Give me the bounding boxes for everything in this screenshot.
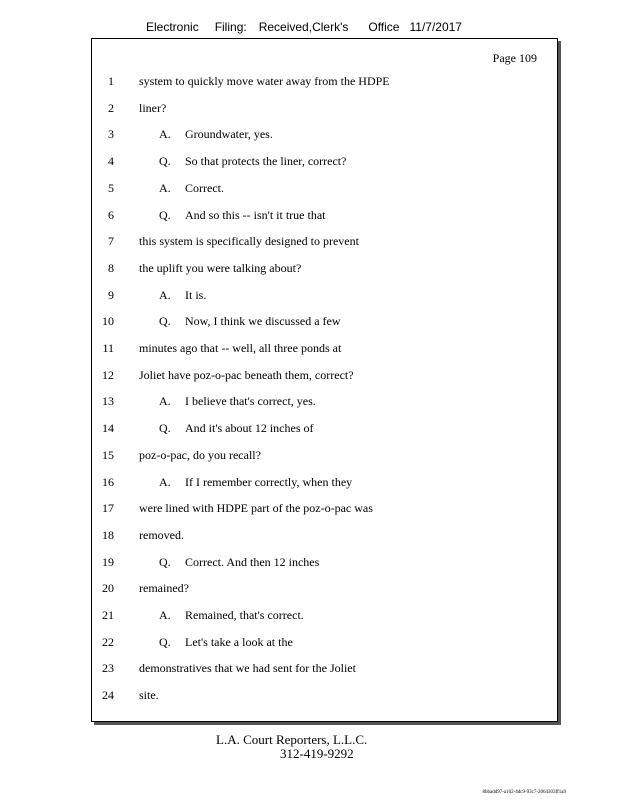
speaker-marker: A. xyxy=(159,608,171,622)
line-number: 2 xyxy=(108,100,114,115)
line-text xyxy=(159,607,304,623)
line-text xyxy=(159,287,206,303)
speaker-marker: Q. xyxy=(159,554,171,569)
line-number: 10 xyxy=(102,314,114,329)
transcript-line xyxy=(92,126,557,142)
speaker-marker: Q. xyxy=(159,634,171,649)
line-content: the uplift you were talking about? xyxy=(139,260,302,275)
line-text xyxy=(159,420,313,436)
line-content: It is. xyxy=(185,287,207,302)
line-number: 19 xyxy=(102,554,114,569)
transcript-line xyxy=(92,207,557,223)
transcript-line xyxy=(92,580,557,596)
line-number: 20 xyxy=(102,581,114,596)
page-number: Page 109 xyxy=(492,51,537,65)
line-number: 15 xyxy=(102,447,114,462)
transcript-line xyxy=(92,527,557,543)
line-number: 16 xyxy=(102,474,114,489)
line-content: So that protects the liner, correct? xyxy=(185,154,347,169)
line-text xyxy=(139,500,373,516)
line-number: 17 xyxy=(102,501,114,516)
transcript-line xyxy=(92,287,557,303)
filing-header-received: Received,Clerk's xyxy=(258,20,349,34)
line-text xyxy=(159,393,316,409)
speaker-marker: A. xyxy=(159,287,171,302)
line-text xyxy=(159,554,319,570)
transcript-line xyxy=(92,474,557,490)
line-number: 21 xyxy=(102,608,114,622)
line-text xyxy=(139,447,261,463)
line-number: 7 xyxy=(108,234,114,249)
line-content: liner? xyxy=(139,100,167,115)
transcript-line xyxy=(92,100,557,116)
speaker-marker: Q. xyxy=(159,314,171,329)
speaker-marker: A. xyxy=(159,474,171,489)
line-content: this system is specifically designed to prevent xyxy=(139,234,359,249)
line-content: demonstratives that we had sent for the Joliet xyxy=(139,661,356,676)
line-content: removed. xyxy=(139,527,184,542)
line-content: site. xyxy=(139,688,159,703)
speaker-marker: A. xyxy=(159,180,171,195)
line-number: 13 xyxy=(102,394,114,409)
line-text xyxy=(159,180,224,196)
transcript-line xyxy=(92,500,557,516)
transcript-line xyxy=(92,607,557,623)
line-content: And so this -- isn't it true that xyxy=(185,207,326,222)
transcript-line xyxy=(92,367,557,383)
line-text xyxy=(139,580,189,596)
line-number: 4 xyxy=(108,154,114,169)
filing-header-office: Office xyxy=(368,20,400,34)
footer-firm-name: L.A. Court Reporters, L.L.C. xyxy=(216,732,368,747)
line-number: 11 xyxy=(102,341,114,355)
line-text xyxy=(159,207,325,223)
line-content: Correct. And then 12 inches xyxy=(185,554,320,569)
speaker-marker: A. xyxy=(159,394,171,409)
line-content: Joliet have poz-o-pac beneath them, correct? xyxy=(139,367,354,382)
transcript-line xyxy=(92,393,557,409)
line-text xyxy=(139,340,341,356)
transcript-line xyxy=(92,420,557,436)
line-content: Groundwater, yes. xyxy=(185,127,273,142)
line-content: Correct. xyxy=(185,180,224,195)
line-content: And it's about 12 inches of xyxy=(185,421,314,436)
transcript-line xyxy=(92,180,557,196)
transcript-page xyxy=(91,38,558,722)
filing-header-date: 11/7/2017 xyxy=(409,20,462,34)
speaker-marker: Q. xyxy=(159,154,171,169)
line-number: 9 xyxy=(108,287,114,302)
line-text xyxy=(159,474,352,490)
transcript-line xyxy=(92,340,557,356)
transcript-line xyxy=(92,260,557,276)
line-number: 22 xyxy=(102,634,114,649)
line-text xyxy=(159,153,346,169)
line-number: 18 xyxy=(102,527,114,542)
filing-header-filing: Filing: xyxy=(214,20,247,34)
line-text xyxy=(139,233,359,249)
line-content: poz-o-pac, do you recall? xyxy=(139,447,261,462)
line-number: 6 xyxy=(108,207,114,222)
transcript-line xyxy=(92,634,557,650)
line-text xyxy=(139,100,166,116)
transcript-line xyxy=(92,554,557,570)
footer-phone: 312-419-9292 xyxy=(280,746,354,761)
transcript-line xyxy=(92,73,557,89)
line-content: Now, I think we discussed a few xyxy=(185,314,341,329)
line-content: Let's take a look at the xyxy=(185,634,293,649)
transcript-line xyxy=(92,687,557,703)
line-content: system to quickly move water away from the HDPE xyxy=(139,74,390,88)
speaker-marker: Q. xyxy=(159,207,171,222)
transcript-line xyxy=(92,153,557,169)
line-number: 14 xyxy=(102,421,114,436)
line-number: 8 xyxy=(108,260,114,275)
line-text xyxy=(139,660,356,676)
line-content: If I remember correctly, when they xyxy=(185,474,353,489)
line-content: I believe that's correct, yes. xyxy=(185,394,316,409)
transcript-line xyxy=(92,447,557,463)
speaker-marker: Q. xyxy=(159,421,171,436)
filing-header-electronic: Electronic xyxy=(146,20,199,34)
speaker-marker: A. xyxy=(159,127,171,142)
line-text xyxy=(139,260,301,276)
line-number: 5 xyxy=(108,180,114,195)
line-content: remained? xyxy=(139,581,189,596)
line-number: 12 xyxy=(102,367,114,382)
line-number: 3 xyxy=(108,127,114,142)
line-content: minutes ago that -- well, all three ponds at xyxy=(139,341,342,355)
line-content: Remained, that's correct. xyxy=(185,608,304,622)
transcript-line xyxy=(92,660,557,676)
line-number: 24 xyxy=(102,688,114,703)
line-text xyxy=(159,634,293,650)
filing-header xyxy=(146,20,462,34)
transcript-line xyxy=(92,233,557,249)
line-number: 1 xyxy=(108,74,114,88)
line-text xyxy=(139,687,159,703)
line-text xyxy=(159,126,273,142)
line-number: 23 xyxy=(102,661,114,676)
line-text xyxy=(139,367,354,383)
line-text xyxy=(139,527,184,543)
line-text xyxy=(159,313,341,329)
line-text xyxy=(139,73,390,89)
document-hash: 8bbadd97-a102-4dc9-93c7-2064303ff1a9 xyxy=(482,790,566,795)
line-content: were lined with HDPE part of the poz-o-pac was xyxy=(139,501,373,516)
transcript-line xyxy=(92,313,557,329)
